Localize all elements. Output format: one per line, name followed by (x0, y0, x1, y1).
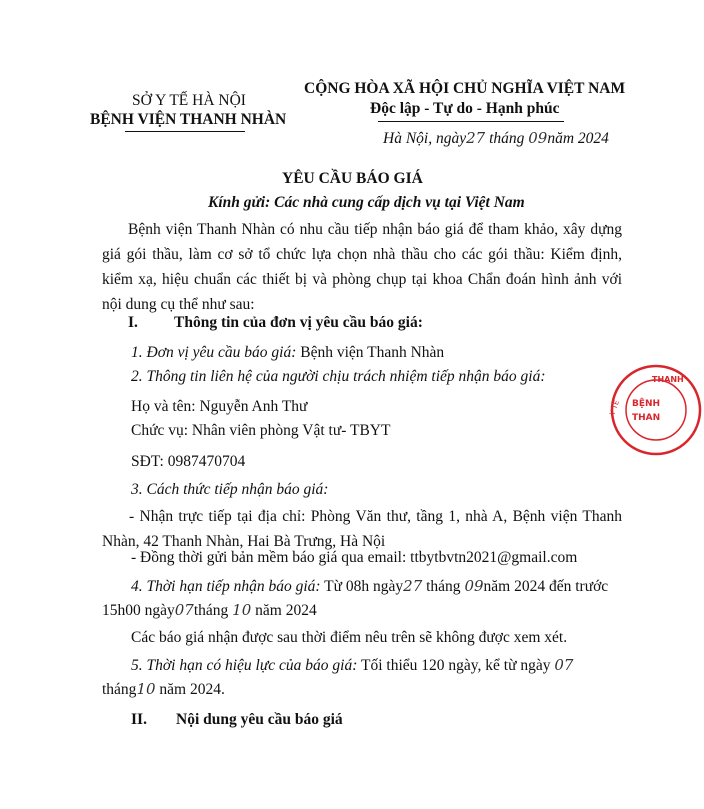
item-5-line-2 (102, 680, 225, 699)
item-5-line-1 (131, 656, 573, 675)
stamp-inner-ring (626, 380, 686, 440)
intro-paragraph: Bệnh viện Thanh Nhàn có nhu cầu tiếp nhận báo giá để tham khảo, xây dựng giá gói thầu, làm cơ sở tổ chức lựa chọn nhà thầu cho các gói thầu: Kiểm định, kiểm xạ, hiệu chuẩn các thiết bị và phòng chụp tại khoa Chẩn đoán hình ảnh với nội dung cụ thể như sau: (102, 221, 622, 313)
date-month-handwritten: 09 (528, 129, 548, 147)
item-4-day1-handwritten: 27 (403, 577, 423, 595)
section-2-heading: Nội dung yêu cầu báo giá (176, 711, 343, 728)
hospital-underline (125, 131, 245, 132)
stamp-text-side: Y TẾ (608, 399, 622, 417)
item-4-from: Từ 08h ngày (324, 578, 404, 595)
hospital-name: BỆNH VIỆN THANH NHÀN (90, 111, 287, 128)
section-2-numeral: II. (131, 711, 147, 728)
item-5-month-handwritten: 10 (136, 680, 156, 698)
item-4-month1-handwritten: 09 (464, 577, 484, 595)
stamp-text-mid: BỆNH (632, 399, 661, 409)
item-1-label: 1. Đơn vị yêu cầu báo giá: (131, 344, 297, 361)
item-1-value: Bệnh viện Thanh Nhàn (300, 344, 445, 361)
motto-underline (378, 121, 564, 122)
section-1-numeral: I. (128, 314, 138, 331)
date-day-handwritten: 27 (466, 129, 486, 147)
item-3-direct: - Nhận trực tiếp tại địa chỉ: Phòng Văn thư, tầng 1, nhà A, Bệnh viện Thanh Nhàn, 42 Thanh Nhàn, Hai Bà Trưng, Hà Nội (102, 508, 622, 550)
late-note: Các báo giá nhận được sau thời điểm nêu trên sẽ không được xem xét. (131, 629, 568, 646)
hospital-stamp (608, 362, 704, 458)
item-5-label: 5. Thời hạn có hiệu lực của báo giá: (131, 657, 358, 674)
item-5-text: Tối thiểu 120 ngày, kể từ ngày (361, 657, 551, 674)
item-4-year2: năm 2024 (255, 602, 317, 619)
item-4-month-label: tháng (426, 578, 461, 595)
contact-position: Chức vụ: Nhân viên phòng Vật tư- TBYT (131, 422, 391, 439)
motto: Độc lập - Tự do - Hạnh phúc (370, 100, 560, 117)
document-title: YÊU CẦU BÁO GIÁ (282, 170, 423, 187)
date-suffix: năm 2024 (547, 130, 609, 147)
country-name: CỘNG HÒA XÃ HỘI CHỦ NGHĨA VIỆT NAM (304, 80, 626, 97)
contact-name: Họ và tên: Nguyễn Anh Thư (131, 398, 308, 415)
contact-phone: SĐT: 0987470704 (131, 453, 246, 470)
date-prefix: Hà Nội, ngày (383, 130, 467, 147)
date-month-label: tháng (489, 130, 525, 147)
stamp-text-top: THANH (652, 375, 684, 384)
item-4-month-label2: tháng (193, 602, 229, 619)
stamp-text-right: THAN (632, 413, 661, 423)
item-4-line-2 (102, 601, 317, 620)
item-4-year1: năm 2024 đến trước (483, 578, 609, 595)
item-4-label: 4. Thời hạn tiếp nhận báo giá: (131, 578, 321, 595)
item-4-time2: 15h00 ngày (102, 602, 175, 619)
dept-name: SỞ Y TẾ HÀ NỘI (132, 92, 246, 109)
item-5-month-label: tháng (102, 681, 137, 698)
item-2-label: 2. Thông tin liên hệ của người chịu trách nhiệm tiếp nhận báo giá: (131, 368, 546, 385)
item-4-month2-handwritten: 10 (232, 601, 252, 619)
addressee: Kính gửi: Các nhà cung cấp dịch vụ tại Việt Nam (208, 194, 525, 211)
item-4-line-1 (131, 577, 608, 596)
item-3-email: - Đồng thời gửi bản mềm báo giá qua email: ttbytbvtn2021@gmail.com (131, 549, 578, 566)
item-1 (131, 344, 444, 362)
item-5-day-handwritten: 07 (554, 656, 574, 674)
item-3-label: 3. Cách thức tiếp nhận báo giá: (131, 481, 329, 498)
item-5-year: năm 2024. (159, 681, 225, 698)
item-4-day2-handwritten: 07 (174, 601, 194, 619)
section-1-heading: Thông tin của đơn vị yêu cầu báo giá: (174, 314, 423, 331)
date-line (383, 129, 609, 148)
